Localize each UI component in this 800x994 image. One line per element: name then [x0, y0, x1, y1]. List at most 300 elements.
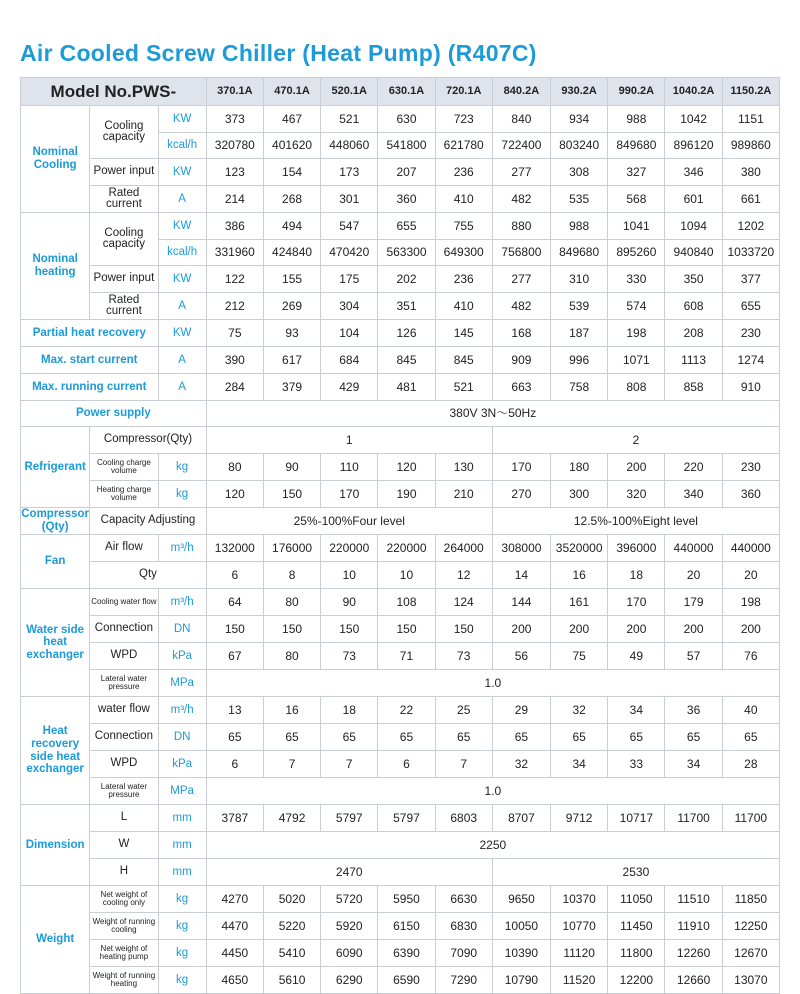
value-cell: 482: [492, 293, 550, 320]
value-cell: 75: [206, 320, 263, 347]
value-cell: 150: [378, 616, 435, 643]
group-label: Weight: [21, 886, 90, 994]
value-cell: 535: [551, 186, 608, 213]
value-cell: 57: [665, 643, 722, 670]
value-cell: 617: [263, 347, 320, 374]
value-cell: 547: [321, 213, 378, 240]
row-label: W: [90, 832, 158, 859]
value-cell: 73: [435, 643, 492, 670]
value-cell: 655: [378, 213, 435, 240]
value-cell: 1113: [665, 347, 722, 374]
table-row: [21, 427, 780, 454]
table-row: [21, 293, 780, 320]
table-row: [21, 724, 780, 751]
value-cell: 65: [378, 724, 435, 751]
row-label: Connection: [90, 724, 158, 751]
table-row: [21, 697, 780, 724]
table-row: [21, 535, 780, 562]
group-label: Fan: [21, 535, 90, 589]
model-column-header: 520.1A: [321, 78, 378, 106]
table-row: [21, 186, 780, 213]
value-cell: 145: [435, 320, 492, 347]
value-cell: 13070: [722, 967, 779, 994]
value-cell: 80: [206, 454, 263, 481]
group-label: Water side heat exchanger: [21, 589, 90, 697]
value-cell: 601: [665, 186, 722, 213]
value-cell: 3787: [206, 805, 263, 832]
value-cell: 150: [263, 616, 320, 643]
unit-label: kg: [158, 967, 206, 994]
value-cell: 20: [722, 562, 779, 589]
value-cell: 214: [206, 186, 263, 213]
value-cell: 18: [608, 562, 665, 589]
spanned-value: 2530: [492, 859, 779, 886]
value-cell: 170: [492, 454, 550, 481]
unit-label: KW: [158, 320, 206, 347]
value-cell: 187: [551, 320, 608, 347]
model-header: Model No.PWS-: [21, 78, 207, 106]
unit-label: mm: [158, 859, 206, 886]
unit-label: MPa: [158, 778, 206, 805]
table-row: [21, 913, 780, 940]
value-cell: 65: [492, 724, 550, 751]
value-cell: 80: [263, 643, 320, 670]
value-cell: 858: [665, 374, 722, 401]
table-row: [21, 213, 780, 240]
value-cell: 467: [263, 106, 320, 133]
value-cell: 5920: [321, 913, 378, 940]
value-cell: 220000: [321, 535, 378, 562]
value-cell: 1041: [608, 213, 665, 240]
value-cell: 621780: [435, 133, 492, 159]
row-label: Lateral water pressure: [90, 778, 158, 805]
value-cell: 123: [206, 159, 263, 186]
value-cell: 373: [206, 106, 263, 133]
group-label: Max. start current: [21, 347, 159, 374]
value-cell: 424840: [263, 240, 320, 266]
row-label: Cooling water flow: [90, 589, 158, 616]
table-row: [21, 78, 780, 106]
spanned-value: 1.0: [206, 778, 779, 805]
value-cell: 25: [435, 697, 492, 724]
value-cell: 386: [206, 213, 263, 240]
value-cell: 5797: [378, 805, 435, 832]
value-cell: 5610: [263, 967, 320, 994]
row-label: Compressor(Qty): [90, 427, 206, 454]
group-label: Compressor (Qty): [21, 508, 89, 533]
value-cell: 268: [263, 186, 320, 213]
value-cell: 200: [665, 616, 722, 643]
value-cell: 34: [665, 751, 722, 778]
value-cell: 173: [321, 159, 378, 186]
value-cell: 175: [321, 266, 378, 293]
value-cell: 722400: [492, 133, 550, 159]
value-cell: 895260: [608, 240, 665, 266]
table-row: [21, 454, 780, 481]
value-cell: 207: [378, 159, 435, 186]
value-cell: 132000: [206, 535, 263, 562]
value-cell: 320: [608, 481, 665, 508]
value-cell: 6: [378, 751, 435, 778]
value-cell: 470420: [321, 240, 378, 266]
value-cell: 6590: [378, 967, 435, 994]
value-cell: 230: [722, 320, 779, 347]
value-cell: 401620: [263, 133, 320, 159]
value-cell: 350: [665, 266, 722, 293]
value-cell: 10: [321, 562, 378, 589]
value-cell: 663: [492, 374, 550, 401]
unit-label: KW: [158, 159, 206, 186]
row-label: Weight of running heating: [90, 967, 158, 994]
value-cell: 655: [722, 293, 779, 320]
spanned-value: 1.0: [206, 670, 779, 697]
unit-label: kPa: [158, 643, 206, 670]
value-cell: 521: [321, 106, 378, 133]
value-cell: 200: [608, 616, 665, 643]
value-cell: 346: [665, 159, 722, 186]
row-label: Air flow: [90, 535, 158, 562]
value-cell: 331960: [206, 240, 263, 266]
value-cell: 563300: [378, 240, 435, 266]
table-row: [21, 106, 780, 133]
value-cell: 379: [263, 374, 320, 401]
table-row: [21, 670, 780, 697]
value-cell: 661: [722, 186, 779, 213]
value-cell: 340: [665, 481, 722, 508]
unit-label: kg: [158, 481, 206, 508]
value-cell: 11520: [551, 967, 608, 994]
value-cell: 330: [608, 266, 665, 293]
value-cell: 7: [263, 751, 320, 778]
value-cell: 28: [722, 751, 779, 778]
unit-label: DN: [158, 616, 206, 643]
value-cell: 755: [435, 213, 492, 240]
value-cell: 6150: [378, 913, 435, 940]
value-cell: 277: [492, 266, 550, 293]
value-cell: 150: [435, 616, 492, 643]
value-cell: 10370: [551, 886, 608, 913]
value-cell: 10770: [551, 913, 608, 940]
value-cell: 80: [263, 589, 320, 616]
value-cell: 539: [551, 293, 608, 320]
value-cell: 284: [206, 374, 263, 401]
table-row: [21, 401, 780, 427]
value-cell: 210: [435, 481, 492, 508]
value-cell: 65: [321, 724, 378, 751]
table-row: [21, 320, 780, 347]
value-cell: 155: [263, 266, 320, 293]
value-cell: 65: [206, 724, 263, 751]
model-column-header: 840.2A: [492, 78, 550, 106]
value-cell: 29: [492, 697, 550, 724]
value-cell: 10790: [492, 967, 550, 994]
table-row: [21, 832, 780, 859]
value-cell: 310: [551, 266, 608, 293]
unit-label: KW: [158, 266, 206, 293]
spanned-value: 2470: [206, 859, 492, 886]
value-cell: 849680: [608, 133, 665, 159]
value-cell: 12: [435, 562, 492, 589]
value-cell: 6090: [321, 940, 378, 967]
value-cell: 896120: [665, 133, 722, 159]
value-cell: 76: [722, 643, 779, 670]
spanned-value: 12.5%-100%Eight level: [492, 508, 779, 535]
spanned-value: 1: [206, 427, 492, 454]
value-cell: 988: [608, 106, 665, 133]
value-cell: 10050: [492, 913, 550, 940]
value-cell: 301: [321, 186, 378, 213]
value-cell: 574: [608, 293, 665, 320]
value-cell: 989860: [722, 133, 779, 159]
value-cell: 4270: [206, 886, 263, 913]
unit-label: kcal/h: [158, 240, 206, 266]
value-cell: 264000: [435, 535, 492, 562]
value-cell: 168: [492, 320, 550, 347]
table-row: [21, 886, 780, 913]
value-cell: 236: [435, 159, 492, 186]
value-cell: 179: [665, 589, 722, 616]
value-cell: 65: [608, 724, 665, 751]
value-cell: 5020: [263, 886, 320, 913]
row-label: Rated current: [90, 186, 158, 213]
value-cell: 4450: [206, 940, 263, 967]
unit-label: KW: [158, 106, 206, 133]
value-cell: 756800: [492, 240, 550, 266]
model-column-header: 1040.2A: [665, 78, 722, 106]
unit-label: A: [158, 347, 206, 374]
spanned-value: 380V 3N～50Hz: [206, 401, 779, 427]
value-cell: 208: [665, 320, 722, 347]
unit-label: DN: [158, 724, 206, 751]
value-cell: 13: [206, 697, 263, 724]
table-row: [21, 589, 780, 616]
value-cell: 277: [492, 159, 550, 186]
row-label: water flow: [90, 697, 158, 724]
table-row: [21, 159, 780, 186]
value-cell: 1274: [722, 347, 779, 374]
value-cell: 73: [321, 643, 378, 670]
row-label: Power input: [90, 266, 158, 293]
value-cell: 150: [206, 616, 263, 643]
value-cell: 910: [722, 374, 779, 401]
unit-label: kcal/h: [158, 133, 206, 159]
model-column-header: 370.1A: [206, 78, 263, 106]
value-cell: 12260: [665, 940, 722, 967]
value-cell: 1202: [722, 213, 779, 240]
table-row: [21, 347, 780, 374]
value-cell: 150: [263, 481, 320, 508]
unit-label: kg: [158, 940, 206, 967]
value-cell: 5797: [321, 805, 378, 832]
value-cell: 120: [206, 481, 263, 508]
unit-label: kPa: [158, 751, 206, 778]
row-label: Cooling capacity: [90, 213, 158, 266]
value-cell: 122: [206, 266, 263, 293]
row-label: Rated current: [90, 293, 158, 320]
value-cell: 9712: [551, 805, 608, 832]
value-cell: 16: [263, 697, 320, 724]
value-cell: 22: [378, 697, 435, 724]
value-cell: 541800: [378, 133, 435, 159]
value-cell: 9650: [492, 886, 550, 913]
row-label: H: [90, 859, 158, 886]
unit-label: m³/h: [158, 589, 206, 616]
value-cell: 304: [321, 293, 378, 320]
value-cell: 380: [722, 159, 779, 186]
value-cell: 190: [378, 481, 435, 508]
value-cell: 360: [378, 186, 435, 213]
value-cell: 630: [378, 106, 435, 133]
value-cell: 56: [492, 643, 550, 670]
spec-table: [20, 77, 780, 994]
unit-label: A: [158, 374, 206, 401]
value-cell: 75: [551, 643, 608, 670]
value-cell: 308000: [492, 535, 550, 562]
group-label: Max. running current: [21, 374, 159, 401]
table-row: [21, 778, 780, 805]
value-cell: 161: [551, 589, 608, 616]
value-cell: 940840: [665, 240, 722, 266]
table-row: [21, 967, 780, 994]
value-cell: 65: [263, 724, 320, 751]
value-cell: 300: [551, 481, 608, 508]
value-cell: 8707: [492, 805, 550, 832]
value-cell: 93: [263, 320, 320, 347]
value-cell: 1042: [665, 106, 722, 133]
value-cell: 377: [722, 266, 779, 293]
model-column-header: 930.2A: [551, 78, 608, 106]
value-cell: 448060: [321, 133, 378, 159]
value-cell: 200: [608, 454, 665, 481]
unit-label: kg: [158, 886, 206, 913]
value-cell: 568: [608, 186, 665, 213]
value-cell: 10390: [492, 940, 550, 967]
value-cell: 845: [435, 347, 492, 374]
value-cell: 320780: [206, 133, 263, 159]
row-label: Connection: [90, 616, 158, 643]
value-cell: 65: [435, 724, 492, 751]
table-row: [21, 374, 780, 401]
value-cell: 180: [551, 454, 608, 481]
row-label: L: [90, 805, 158, 832]
value-cell: 482: [492, 186, 550, 213]
model-column-header: 720.1A: [435, 78, 492, 106]
value-cell: 144: [492, 589, 550, 616]
value-cell: 170: [608, 589, 665, 616]
value-cell: 11700: [665, 805, 722, 832]
value-cell: 198: [608, 320, 665, 347]
table-row: [21, 643, 780, 670]
value-cell: 40: [722, 697, 779, 724]
value-cell: 200: [492, 616, 550, 643]
spanned-value: 2250: [206, 832, 779, 859]
value-cell: 4470: [206, 913, 263, 940]
value-cell: 1033720: [722, 240, 779, 266]
row-label: Qty: [90, 562, 206, 589]
unit-label: KW: [158, 213, 206, 240]
value-cell: 5720: [321, 886, 378, 913]
value-cell: 12670: [722, 940, 779, 967]
value-cell: 7290: [435, 967, 492, 994]
value-cell: 5220: [263, 913, 320, 940]
group-label: Nominal heating: [21, 213, 90, 320]
value-cell: 909: [492, 347, 550, 374]
value-cell: 130: [435, 454, 492, 481]
unit-label: mm: [158, 805, 206, 832]
model-column-header: 1150.2A: [722, 78, 779, 106]
value-cell: 16: [551, 562, 608, 589]
value-cell: 308: [551, 159, 608, 186]
value-cell: 1094: [665, 213, 722, 240]
value-cell: 11120: [551, 940, 608, 967]
value-cell: 11050: [608, 886, 665, 913]
value-cell: 7: [435, 751, 492, 778]
value-cell: 200: [722, 616, 779, 643]
table-row: [21, 751, 780, 778]
value-cell: 110: [321, 454, 378, 481]
row-label: Heating charge volume: [90, 481, 158, 508]
value-cell: 4650: [206, 967, 263, 994]
row-label: Power input: [90, 159, 158, 186]
value-cell: 11700: [722, 805, 779, 832]
value-cell: 996: [551, 347, 608, 374]
value-cell: 803240: [551, 133, 608, 159]
row-label: Cooling capacity: [90, 106, 158, 159]
value-cell: 154: [263, 159, 320, 186]
row-label: Cooling charge volume: [90, 454, 158, 481]
table-row: [21, 562, 780, 589]
value-cell: 649300: [435, 240, 492, 266]
group-label: Refrigerant: [21, 427, 90, 508]
value-cell: 120: [378, 454, 435, 481]
value-cell: 176000: [263, 535, 320, 562]
value-cell: 684: [321, 347, 378, 374]
value-cell: 934: [551, 106, 608, 133]
value-cell: 808: [608, 374, 665, 401]
value-cell: 220: [665, 454, 722, 481]
value-cell: 396000: [608, 535, 665, 562]
value-cell: 7090: [435, 940, 492, 967]
value-cell: 12200: [608, 967, 665, 994]
page-title: Air Cooled Screw Chiller (Heat Pump) (R407C): [20, 40, 537, 66]
value-cell: 6390: [378, 940, 435, 967]
unit-label: m³/h: [158, 697, 206, 724]
value-cell: 33: [608, 751, 665, 778]
model-column-header: 630.1A: [378, 78, 435, 106]
value-cell: 270: [492, 481, 550, 508]
table-row: [21, 859, 780, 886]
value-cell: 10: [378, 562, 435, 589]
value-cell: 849680: [551, 240, 608, 266]
value-cell: 20: [665, 562, 722, 589]
value-cell: 34: [608, 697, 665, 724]
model-column-header: 470.1A: [263, 78, 320, 106]
value-cell: 8: [263, 562, 320, 589]
value-cell: 608: [665, 293, 722, 320]
spanned-value: 2: [492, 427, 779, 454]
value-cell: 11850: [722, 886, 779, 913]
value-cell: 230: [722, 454, 779, 481]
value-cell: 723: [435, 106, 492, 133]
value-cell: 64: [206, 589, 263, 616]
row-label: WPD: [90, 643, 158, 670]
model-column-header: 990.2A: [608, 78, 665, 106]
value-cell: 880: [492, 213, 550, 240]
unit-label: kg: [158, 913, 206, 940]
value-cell: 126: [378, 320, 435, 347]
group-label: Nominal Cooling: [21, 106, 90, 213]
value-cell: 429: [321, 374, 378, 401]
